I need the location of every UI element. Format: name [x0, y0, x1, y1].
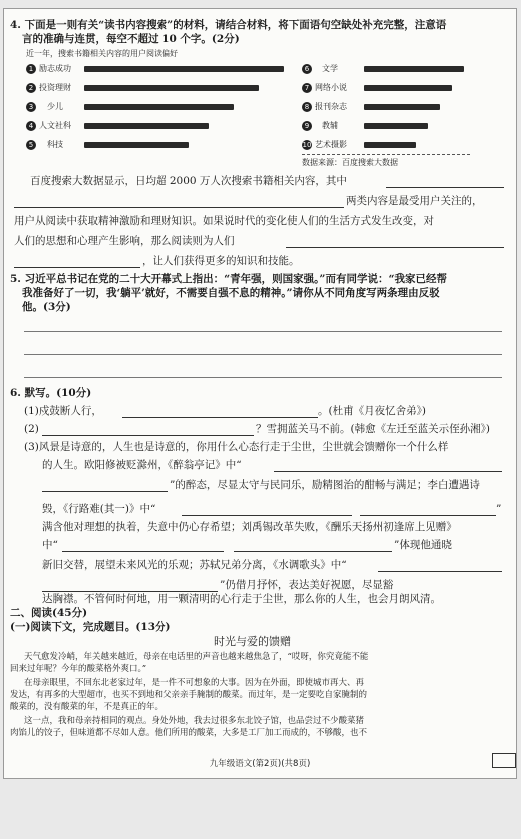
- q6-item-1-source: 。(杜甫《月夜忆舍弟》): [318, 405, 426, 417]
- article-p1-line-2: 回来过年呢？今年的酸菜格外爽口。”: [10, 664, 147, 674]
- answer-blank[interactable]: [274, 471, 502, 472]
- category-label: 励志成功: [39, 64, 71, 73]
- category-bar: [84, 66, 284, 72]
- category-num-badge: 3: [26, 102, 36, 112]
- page-footer: 九年级语文(第2页)(共8页): [209, 759, 311, 769]
- category-num-badge: 7: [302, 83, 312, 93]
- answer-line[interactable]: [24, 331, 502, 332]
- category-label: 投资理财: [39, 83, 71, 92]
- q4-paragraph-4: 人们的思想和心理产生影响，那么阅读则为人们: [14, 235, 235, 247]
- category-bar: [84, 104, 234, 110]
- answer-blank[interactable]: [122, 417, 318, 418]
- answer-blank[interactable]: [62, 551, 224, 552]
- answer-blank[interactable]: [14, 207, 344, 208]
- answer-blank[interactable]: [42, 491, 168, 492]
- category-label: 教辅: [322, 121, 338, 130]
- q6-item-3-line-3: ”的醉态，尽显太守与民同乐，励精图治的酣畅与满足；李白遭遇诗: [170, 479, 480, 491]
- q6-item-3-line-2: 的人生。欧阳修被贬滁州，《醉翁亭记》中“: [42, 459, 242, 471]
- q6-item-3-line-5: 满含他对理想的执着，失意中仍心存希望；刘禹锡改革失败，《酬乐天扬州初逢席上见赠》: [42, 521, 457, 533]
- answer-blank[interactable]: [234, 551, 392, 552]
- answer-blank[interactable]: [42, 591, 218, 592]
- article-p3-line-2: 肉馅儿的饺子，但味道都不尽如人意。他们所用的酸菜，大多是工厂加工而成的，不够酸，也不: [10, 728, 368, 738]
- q6-item-2-prefix: (2): [24, 423, 39, 435]
- q5-line-3: 他。(3分): [22, 301, 71, 313]
- q6-item-3-line-6: 中“: [42, 539, 58, 551]
- article-p2-line-1: 在母亲眼里，不回东北老家过年，是一件不可想象的大事。因为在外面，即使城市再大、再: [24, 678, 365, 688]
- category-num-badge: 2: [26, 83, 36, 93]
- q4-paragraph-2: 两类内容是最受用户关注的，: [346, 195, 483, 207]
- category-num-badge: 4: [26, 121, 36, 131]
- category-bar: [84, 85, 259, 91]
- category-label: 科技: [47, 140, 63, 149]
- page-score-box: [492, 753, 516, 768]
- exam-page: [3, 8, 517, 779]
- q4-prompt-line-2: 言的准确与连贯，每空不超过 10 个字。(2分): [22, 33, 240, 45]
- category-num-badge: 6: [302, 64, 312, 74]
- q6-item-3-line-8: 新旧交替，展望未来风光的乐观；苏轼兄弟分离，《水调歌头》中“: [42, 559, 347, 571]
- category-label: 艺术摄影: [315, 140, 347, 149]
- category-bar: [364, 142, 416, 148]
- answer-blank[interactable]: [386, 187, 504, 188]
- answer-blank[interactable]: [378, 571, 502, 572]
- answer-blank[interactable]: [14, 267, 140, 268]
- category-num-badge: 1: [26, 64, 36, 74]
- reading-sub-title: (一)阅读下文，完成题目。(13分): [10, 621, 171, 633]
- q6-item-3-close-quote: ”: [496, 503, 502, 515]
- answer-line[interactable]: [24, 377, 502, 378]
- q4-prompt-line-1: 4. 下面是一则有关“读书内容搜索”的材料，请结合材料，将下面语句空缺处补充完整，注意语: [10, 19, 447, 31]
- category-label: 报刊杂志: [315, 102, 347, 111]
- article-p1-line-1: 天气愈发冷峭，年关越来越近，母亲在电话里的声音也越来越焦急了，“哎呀，你究竟能不能: [24, 652, 369, 662]
- data-source-note: 数据来源：百度搜索大数据: [302, 158, 398, 167]
- category-num-badge: 9: [302, 121, 312, 131]
- category-bar: [84, 142, 189, 148]
- q5-line-1: 5. 习近平总书记在党的二十大开幕式上指出：“青年强，则国家强。”而有同学说：“我家已经帮: [10, 273, 447, 285]
- article-p2-line-3: 酸菜的，没有酸菜的年，不是真正的年。: [10, 702, 164, 712]
- category-bar: [364, 104, 440, 110]
- category-label: 少儿: [47, 102, 63, 111]
- answer-blank[interactable]: [42, 435, 254, 436]
- q6-item-3-line-1: (3)风景是诗意的，人生也是诗意的，你用什么心态行走于尘世，尘世就会馈赠你一个什么样: [24, 441, 449, 453]
- chart-title: 近一年，搜索书籍相关内容的用户阅读偏好: [26, 49, 178, 58]
- q6-item-3-line-4: 毁，《行路难(其一)》中“: [42, 503, 156, 515]
- category-num-badge: 5: [26, 140, 36, 150]
- article-p2-line-2: 发达，有再多的大型超市，也买不到地和父亲亲手腌制的酸菜。而过年，是一定要吃自家腌制的: [10, 690, 368, 700]
- category-label: 网络小说: [315, 83, 347, 92]
- category-num-badge: 10: [302, 141, 312, 149]
- q4-paragraph-1: 百度搜索大数据显示，日均超 2000 万人次搜索书籍相关内容，其中: [30, 175, 347, 187]
- answer-blank[interactable]: [360, 515, 496, 516]
- q5-line-2: 我准备好了一切，我‘躺平’就好，不需要自强不息的精神。”请你从不同角度写两条理由反驳: [22, 287, 440, 299]
- q4-paragraph-3: 用户从阅读中获取精神激励和理财知识。如果说时代的变化使人们的生活方式发生改变，对: [14, 215, 434, 227]
- q4-paragraph-5: ，让人们获得更多的知识和技能。: [142, 255, 300, 267]
- reading-section-title: 二、阅读(45分): [10, 607, 88, 619]
- article-title: 时光与爱的馈赠: [214, 635, 291, 648]
- category-bar: [364, 123, 428, 129]
- q6-title: 6. 默写。(10分): [10, 387, 92, 399]
- source-divider: [302, 154, 470, 155]
- category-label: 人文社科: [39, 121, 71, 130]
- category-num-badge: 8: [302, 102, 312, 112]
- answer-blank[interactable]: [182, 515, 352, 516]
- category-bar: [84, 123, 209, 129]
- q6-item-3-line-7: ”体现他通晓: [394, 539, 452, 551]
- q6-item-3-line-9: ”仍借月抒怀，表达美好祝愿，尽显豁: [220, 579, 394, 591]
- article-p3-line-1: 这一点，我和母亲持相同的观点。身处外地，我去过很多东北饺子馆，也品尝过不少酸菜猪: [24, 716, 365, 726]
- q6-item-2-source: ？雪拥蓝关马不前。(韩愈《左迁至蓝关示侄孙湘》): [256, 423, 490, 435]
- q6-item-1-prefix: (1)戍鼓断人行，: [24, 405, 102, 417]
- q6-item-3-line-10: 达胸襟。不管何时何地，用一颗清明的心行走于尘世，那么你的人生，也会月朗风清。: [42, 593, 441, 605]
- category-bar: [364, 85, 452, 91]
- answer-blank[interactable]: [286, 247, 504, 248]
- category-bar: [364, 66, 464, 72]
- category-label: 文学: [322, 64, 338, 73]
- answer-line[interactable]: [24, 354, 502, 355]
